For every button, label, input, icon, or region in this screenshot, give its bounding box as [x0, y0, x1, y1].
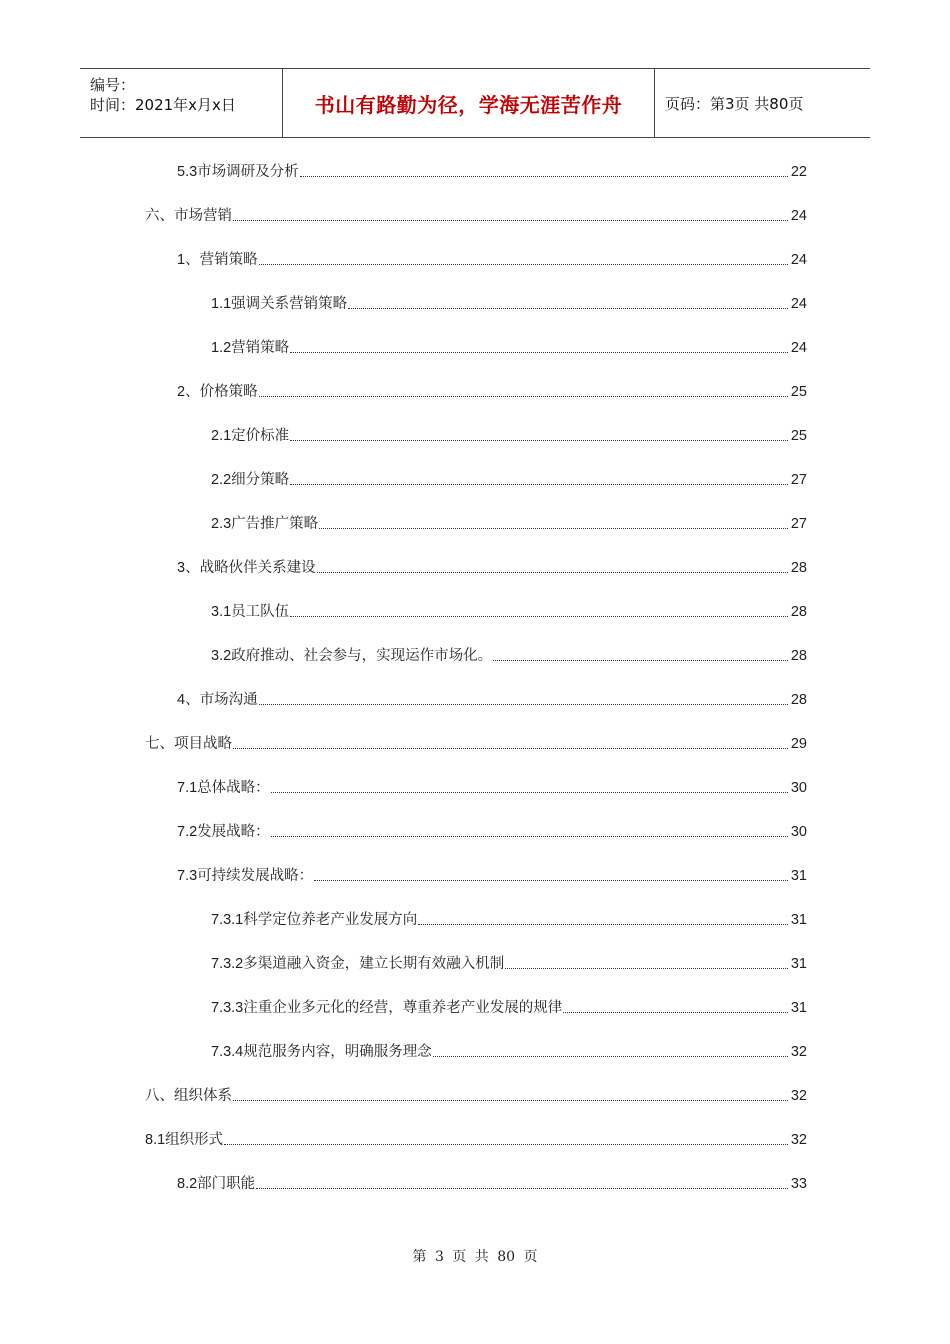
- toc-entry[interactable]: [177, 1172, 807, 1194]
- toc-entry-number: 4: [177, 692, 186, 708]
- toc-dot-leader: [233, 748, 788, 749]
- toc-dot-leader: [290, 440, 788, 441]
- toc-entry-title: 注重企业多元化的经营，尊重养老产业发展的规律: [243, 1000, 563, 1016]
- toc-entry[interactable]: [211, 468, 807, 490]
- toc-dot-leader: [259, 264, 788, 265]
- toc-dot-leader: [319, 528, 788, 529]
- toc-entry[interactable]: [211, 512, 807, 534]
- toc-dot-leader: [224, 1144, 788, 1145]
- toc-dot-leader: [271, 836, 788, 837]
- toc-entry-number: 1: [177, 252, 186, 268]
- toc-entry-number: 7.3.4: [211, 1044, 244, 1060]
- toc-entry-number: 3.2: [211, 648, 232, 664]
- page-footer: 第 3 页 共 80 页: [412, 1249, 538, 1265]
- toc-entry[interactable]: [177, 380, 807, 402]
- toc-entry-page-number: 24: [790, 296, 807, 312]
- toc-entry-title: 六、市场营销: [145, 208, 232, 224]
- toc-entry-title: 员工队伍: [231, 604, 290, 620]
- toc-entry-title: 部门职能: [197, 1176, 256, 1192]
- toc-entry-title: 可持续发展战略：: [197, 868, 314, 884]
- toc-entry-page-number: 28: [790, 692, 807, 708]
- toc-entry-number: 2.3: [211, 516, 232, 532]
- toc-dot-leader: [259, 704, 788, 705]
- toc-dot-leader: [290, 616, 788, 617]
- toc-entry-number: 2: [177, 384, 186, 400]
- toc-entry-number: 7.3.3: [211, 1000, 244, 1016]
- toc-entry-number: 7.3: [177, 868, 198, 884]
- toc-entry-title: 细分策略: [231, 472, 290, 488]
- toc-entry[interactable]: [145, 732, 807, 754]
- toc-entry[interactable]: [211, 952, 807, 974]
- toc-entry-page-number: 28: [790, 648, 807, 664]
- header-motto: 书山有路勤为径，学海无涯苦作舟: [282, 69, 655, 137]
- toc-entry-title: 八、组织体系: [145, 1088, 232, 1104]
- toc-entry-page-number: 24: [790, 252, 807, 268]
- toc-entry[interactable]: [177, 160, 807, 182]
- toc-dot-leader: [290, 484, 788, 485]
- toc-entry[interactable]: [211, 1040, 807, 1062]
- toc-dot-leader: [505, 968, 788, 969]
- toc-entry[interactable]: [211, 292, 807, 314]
- toc-dot-leader: [256, 1188, 788, 1189]
- toc-entry-title: 发展战略：: [197, 824, 270, 840]
- toc-entry-page-number: 25: [790, 428, 807, 444]
- toc-entry[interactable]: [211, 644, 807, 666]
- toc-entry[interactable]: [145, 1084, 807, 1106]
- toc-entry-number: 2.1: [211, 428, 232, 444]
- toc-entry-title: 强调关系营销策略: [231, 296, 348, 312]
- toc-entry[interactable]: [177, 776, 807, 798]
- document-number-label: 编号：: [90, 76, 136, 94]
- toc-dot-leader: [314, 880, 788, 881]
- page-header: [80, 68, 870, 138]
- toc-entry-page-number: 22: [790, 164, 807, 180]
- toc-dot-leader: [233, 1100, 788, 1101]
- toc-entry[interactable]: [177, 820, 807, 842]
- toc-dot-leader: [418, 924, 788, 925]
- toc-entry[interactable]: [177, 248, 807, 270]
- toc-entry-number: 8.2: [177, 1176, 198, 1192]
- toc-entry-page-number: 31: [790, 868, 807, 884]
- toc-entry-number: 3.1: [211, 604, 232, 620]
- toc-entry-page-number: 25: [790, 384, 807, 400]
- document-date-label: 时间：2021年x月x日: [90, 96, 236, 114]
- header-meta: [80, 69, 282, 137]
- toc-dot-leader: [563, 1012, 788, 1013]
- toc-entry-page-number: 30: [790, 824, 807, 840]
- toc-dot-leader: [348, 308, 788, 309]
- toc-entry-number: 8.1: [145, 1132, 166, 1148]
- toc-dot-leader: [433, 1056, 788, 1057]
- toc-entry-number: 1.2: [211, 340, 232, 356]
- toc-entry-title: 总体战略：: [197, 780, 270, 796]
- toc-entry-number: 7.1: [177, 780, 198, 796]
- toc-entry-title: 、市场沟通: [185, 692, 258, 708]
- toc-dot-leader: [290, 352, 788, 353]
- toc-entry[interactable]: [177, 556, 807, 578]
- toc-entry-title: 、价格策略: [185, 384, 258, 400]
- toc-entry-page-number: 31: [790, 1000, 807, 1016]
- toc-dot-leader: [317, 572, 788, 573]
- toc-entry-title: 营销策略: [231, 340, 290, 356]
- toc-entry[interactable]: [177, 864, 807, 886]
- toc-entry-title: 市场调研及分析: [197, 164, 299, 180]
- toc-dot-leader: [233, 220, 788, 221]
- toc-entry-number: 3: [177, 560, 186, 576]
- toc-entry-page-number: 29: [790, 736, 807, 752]
- toc-entry-title: 政府推动、社会参与，实现运作市场化。: [231, 648, 493, 664]
- toc-entry[interactable]: [145, 204, 807, 226]
- toc-entry-number: 5.3: [177, 164, 198, 180]
- toc-entry-page-number: 27: [790, 516, 807, 532]
- toc-entry-page-number: 24: [790, 340, 807, 356]
- toc-entry-page-number: 28: [790, 604, 807, 620]
- toc-entry[interactable]: [211, 996, 807, 1018]
- toc-entry-page-number: 31: [790, 912, 807, 928]
- toc-entry-title: 七、项目战略: [145, 736, 232, 752]
- toc-entry-number: 7.3.2: [211, 956, 244, 972]
- toc-entry-title: 定价标准: [231, 428, 290, 444]
- toc-entry[interactable]: [145, 1128, 807, 1150]
- toc-entry-page-number: 32: [790, 1044, 807, 1060]
- toc-entry-page-number: 28: [790, 560, 807, 576]
- toc-entry-page-number: 33: [790, 1176, 807, 1192]
- toc-entry-page-number: 31: [790, 956, 807, 972]
- toc-entry[interactable]: [211, 424, 807, 446]
- toc-entry-page-number: 32: [790, 1088, 807, 1104]
- toc-dot-leader: [300, 176, 788, 177]
- toc-entry-title: 科学定位养老产业发展方向: [243, 912, 418, 928]
- toc-entry-number: 7.3.1: [211, 912, 244, 928]
- toc-entry-title: 、战略伙伴关系建设: [185, 560, 316, 576]
- header-page-number: 页码：第3页 共80页: [665, 94, 804, 113]
- toc-dot-leader: [493, 660, 788, 661]
- toc-entry-title: 规范服务内容，明确服务理念: [243, 1044, 432, 1060]
- toc-entry[interactable]: [211, 336, 807, 358]
- toc-dot-leader: [271, 792, 788, 793]
- toc-dot-leader: [259, 396, 788, 397]
- toc-entry-title: 多渠道融入资金，建立长期有效融入机制: [243, 956, 505, 972]
- toc-entry[interactable]: [211, 600, 807, 622]
- toc-entry-title: 广告推广策略: [231, 516, 319, 532]
- toc-entry-title: 组织形式: [165, 1132, 224, 1148]
- toc-entry-page-number: 24: [790, 208, 807, 224]
- toc-entry[interactable]: [177, 688, 807, 710]
- toc-entry-title: 、营销策略: [185, 252, 258, 268]
- toc-entry[interactable]: [211, 908, 807, 930]
- toc-entry-number: 7.2: [177, 824, 198, 840]
- toc-entry-page-number: 30: [790, 780, 807, 796]
- toc-entry-page-number: 27: [790, 472, 807, 488]
- toc-entry-number: 2.2: [211, 472, 232, 488]
- toc-entry-number: 1.1: [211, 296, 232, 312]
- toc-entry-page-number: 32: [790, 1132, 807, 1148]
